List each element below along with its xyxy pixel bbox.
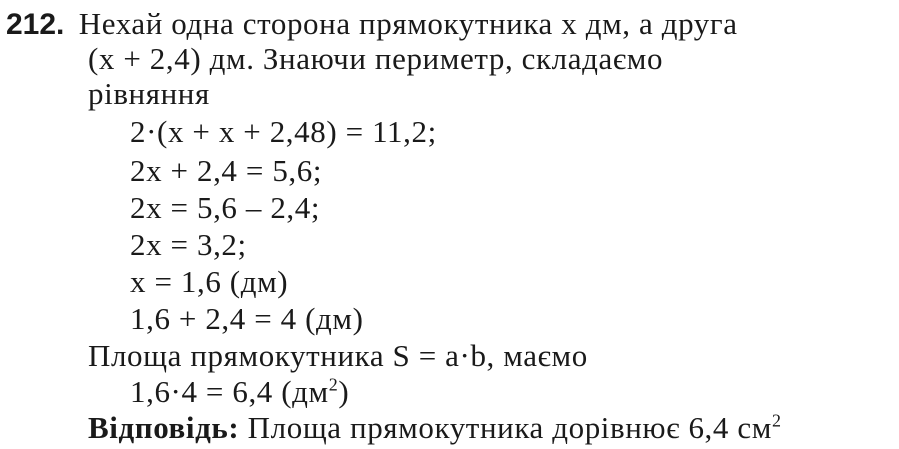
equation-line: 2·(x + x + 2,48) = 11,2; [130, 114, 437, 149]
area-calculation-close: ) [338, 374, 350, 409]
problem-intro-line-3: рівняння [88, 76, 210, 111]
answer-exponent: 2 [771, 410, 782, 431]
area-statement: Площа прямокутника S = a·b, маємо [88, 338, 588, 373]
equation-line: 2x + 2,4 = 5,6; [130, 153, 323, 188]
problem-intro-line-2: (x + 2,4) дм. Знаючи периметр, складаємо [88, 41, 664, 76]
answer-line [88, 408, 782, 448]
equation-line: 2x = 5,6 – 2,4; [130, 190, 321, 225]
equation-line: x = 1,6 (дм) [130, 264, 289, 299]
equation-line: 1,6 + 2,4 = 4 (дм) [130, 301, 364, 336]
answer-label: Відповідь: [88, 410, 240, 445]
problem-intro-line-1: Нехай одна сторона прямокутника x дм, а друга [78, 6, 738, 41]
area-calculation-main: 1,6·4 = 6,4 (дм [130, 374, 329, 409]
problem-number: 212. [6, 8, 65, 41]
answer-text: Площа прямокутника дорівнює 6,4 см [247, 410, 772, 445]
area-calculation [130, 372, 349, 412]
area-calculation-exponent: 2 [328, 374, 339, 395]
equation-line: 2x = 3,2; [130, 227, 247, 262]
